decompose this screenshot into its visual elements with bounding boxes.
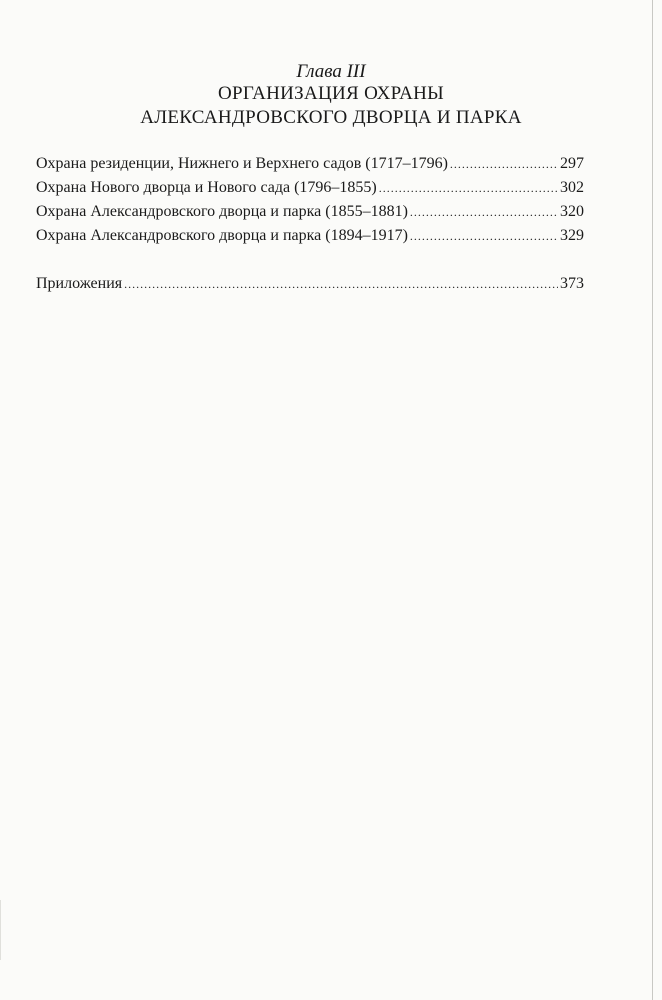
toc-entry-page: 297	[560, 155, 584, 172]
toc-entry-title: Охрана Александровского дворца и парка (1855–1881)	[36, 203, 408, 220]
toc-entry[interactable]	[36, 152, 584, 176]
scan-edge-line	[652, 0, 653, 1000]
toc-entry[interactable]	[36, 200, 584, 224]
chapter-title-line-1: ОРГАНИЗАЦИЯ ОХРАНЫ	[218, 83, 444, 104]
toc-entry-page: 320	[560, 203, 584, 220]
toc-entry-appendix[interactable]	[36, 272, 584, 296]
toc-entry[interactable]	[36, 176, 584, 200]
scan-edge-mark	[0, 900, 1, 960]
toc-entry-title: Охрана Александровского дворца и парка (1894–1917)	[36, 227, 408, 244]
toc-leader-dots	[450, 152, 558, 176]
chapter-label: Глава III	[296, 61, 366, 82]
toc-leader-dots	[410, 200, 558, 224]
toc-leader-dots	[379, 176, 558, 200]
toc-entry-page: 302	[560, 179, 584, 196]
toc-entry-page: 373	[560, 275, 584, 292]
toc-entry-page: 329	[560, 227, 584, 244]
toc-entry-title: Приложения	[36, 275, 123, 292]
toc-entry-title: Охрана резиденции, Нижнего и Верхнего садов (1717–1796)	[36, 155, 448, 172]
toc-entry-title: Охрана Нового дворца и Нового сада (1796–1855)	[36, 179, 377, 196]
toc-leader-dots	[410, 224, 558, 248]
chapter-title	[0, 82, 662, 130]
toc-entry[interactable]	[36, 224, 584, 248]
chapter-title-line-2: АЛЕКСАНДРОВСКОГО ДВОРЦА И ПАРКА	[140, 107, 522, 128]
toc-leader-dots	[124, 272, 558, 296]
